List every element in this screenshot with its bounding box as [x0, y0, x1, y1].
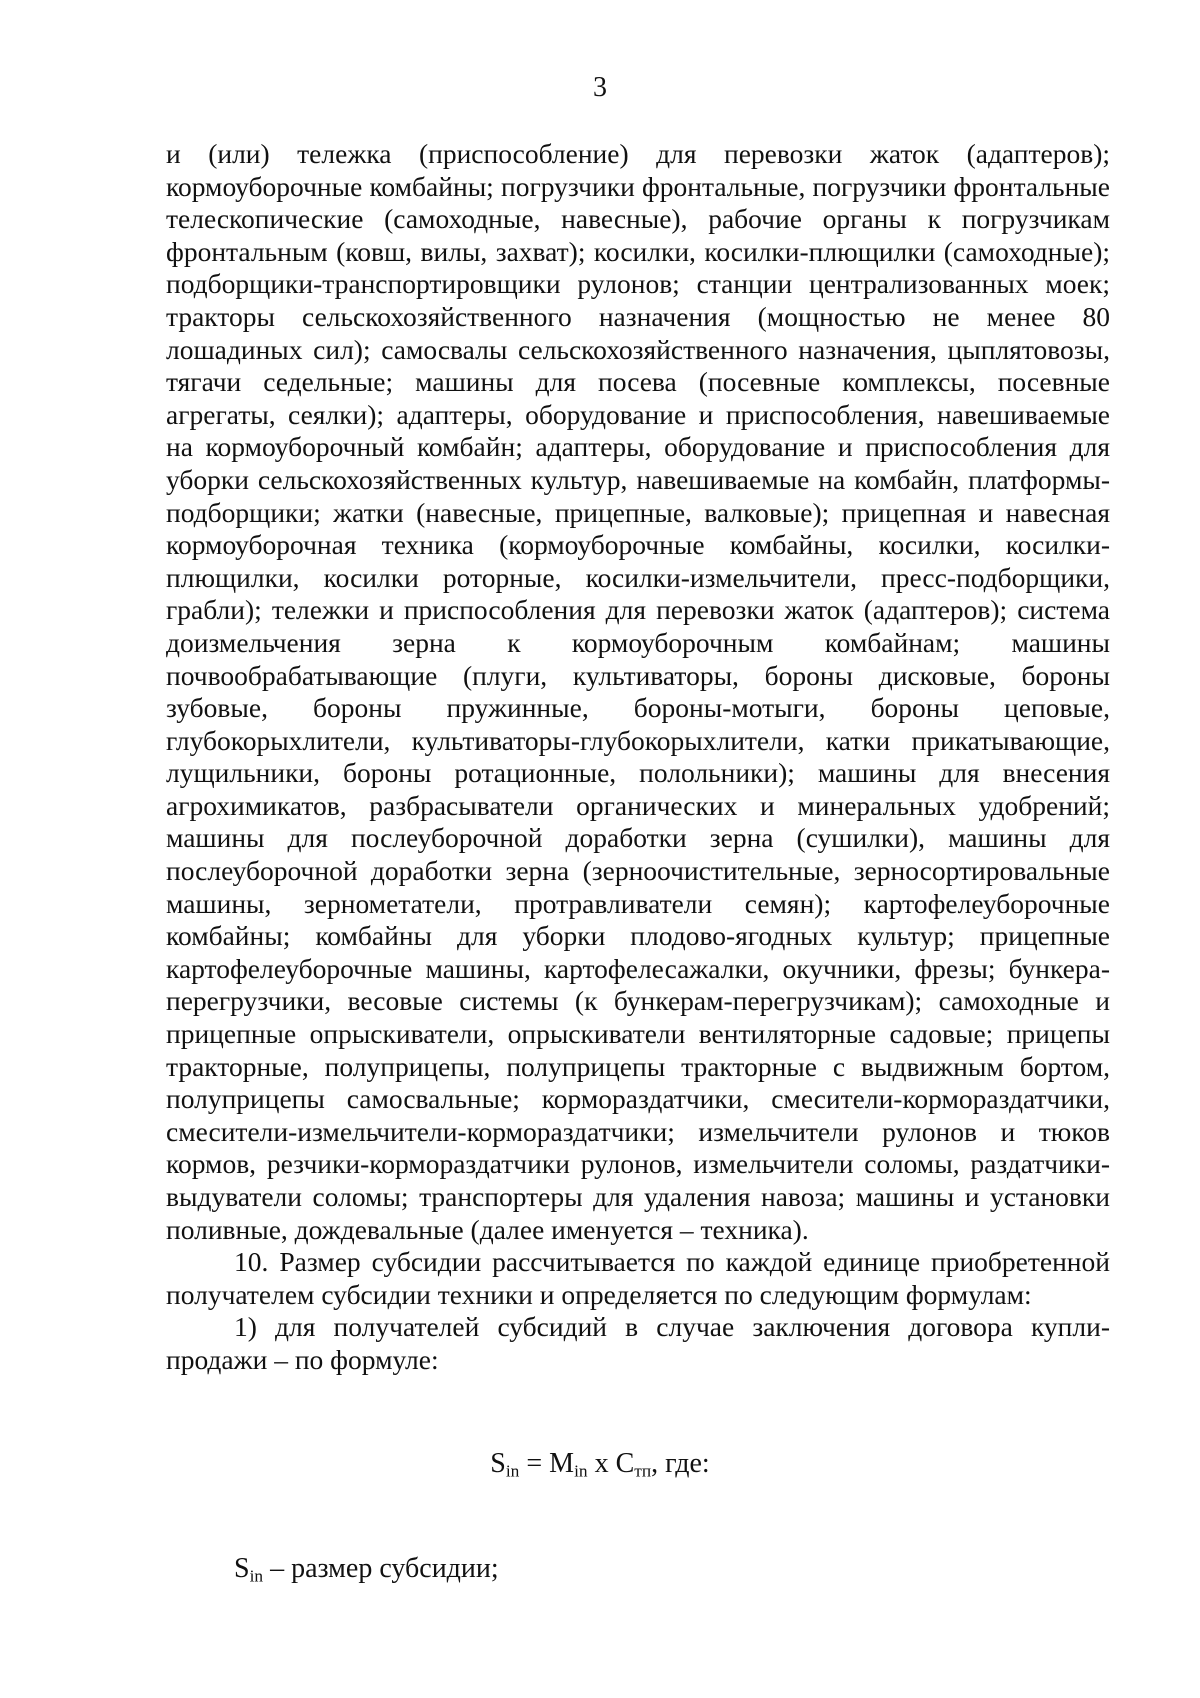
formula-c-sub: тп: [634, 1461, 652, 1481]
definition-symbol-sub: in: [249, 1566, 264, 1586]
formula-tail: , где:: [651, 1448, 710, 1479]
definition-subsidy-size: [234, 1553, 499, 1586]
formula-c: C: [615, 1448, 635, 1479]
formula-m: M: [549, 1448, 575, 1479]
definition-symbol: S: [234, 1553, 250, 1584]
formula-s: S: [490, 1448, 506, 1479]
paragraph-subsidy-size: 10. Размер субсидии рассчитывается по каждой единице приобретенной получателем субсидии техники и определяется по следующим формулам:: [166, 1246, 1110, 1310]
page-number: 3: [593, 72, 607, 103]
paragraph-equipment-list: и (или) тележка (приспособление) для перевозки жаток (адаптеров); кормоуборочные комбайны; погрузчики фронтальные, погрузчики фронтальные телескопические (самоходные, навесные), рабочие органы к погрузчикам фронтальным (ковш, вилы, захват); косилки, косилки-плющилки (самоходные); подборщики-транспортировщики рулонов; станции централизованных моек; тракторы сельскохозяйственного назначения (мощностью не менее 80 лошадиных сил); самосвалы сельскохозяйственного назначения, цыплятовозы, тягачи седельные; машины для посева (посевные комплексы, посевные агрегаты, сеялки); адаптеры, оборудование и приспособления, навешиваемые на кормоуборочный комбайн; адаптеры, оборудование и приспособления для уборки сельскохозяйственных культур, навешиваемые на комбайн, платформы-подборщики; жатки (навесные, прицепные, валковые); прицепная и навесная кормоуборочная техника (кормоуборочные комбайны, косилки, косилки-плющилки, косилки роторные, косилки-измельчители, пресс-подборщики, грабли); тележки и приспособления для перевозки жаток (адаптеров); система доизмельчения зерна к кормоуборочным комбайнам; машины почвообрабатывающие (плуги, культиваторы, бороны дисковые, бороны зубовые, бороны пружинные, бороны-мотыги, бороны цеповые, глубокорыхлители, культиваторы-глубокорыхлители, катки прикатывающие, лущильники, бороны ротационные, полольники); машины для внесения агрохимикатов, разбрасыватели органических и минеральных удобрений; машины для послеуборочной доработки зерна (сушилки), машины для послеуборочной доработки зерна (зерноочистительные, зерносортировальные машины, зернометатели, протравливатели семян); картофелеуборочные комбайны; комбайны для уборки плодово-ягодных культур; прицепные картофелеуборочные машины, картофелесажалки, окучники, фрезы; бункера-перегрузчики, весовые системы (к бункерам-перегрузчикам); самоходные и прицепные опрыскиватели, опрыскиватели вентиляторные садовые; прицепы тракторные, полуприцепы, полуприцепы тракторные с выдвижным бортом, полуприцепы самосвальные; кормораздатчики, смесители-кормораздатчики, смесители-измельчители-кормораздатчики; измельчители рулонов и тюков кормов, резчики-кормораздатчики рулонов, измельчители соломы, раздатчики-выдуватели соломы; транспортеры для удаления навоза; машины и установки поливные, дождевальные (далее именуется – техника).: [166, 138, 1110, 1245]
formula-m-sub: in: [574, 1461, 588, 1481]
formula-times: x: [587, 1448, 616, 1479]
paragraph-purchase-contract: 1) для получателей субсидий в случае заключения договора купли-продажи – по формуле:: [166, 1311, 1110, 1375]
body-text: [166, 138, 1110, 1377]
formula-s-sub: in: [505, 1461, 520, 1481]
subsidy-formula: [0, 1448, 1200, 1481]
formula-equals: =: [519, 1448, 550, 1479]
definition-text: – размер субсидии;: [263, 1553, 499, 1584]
